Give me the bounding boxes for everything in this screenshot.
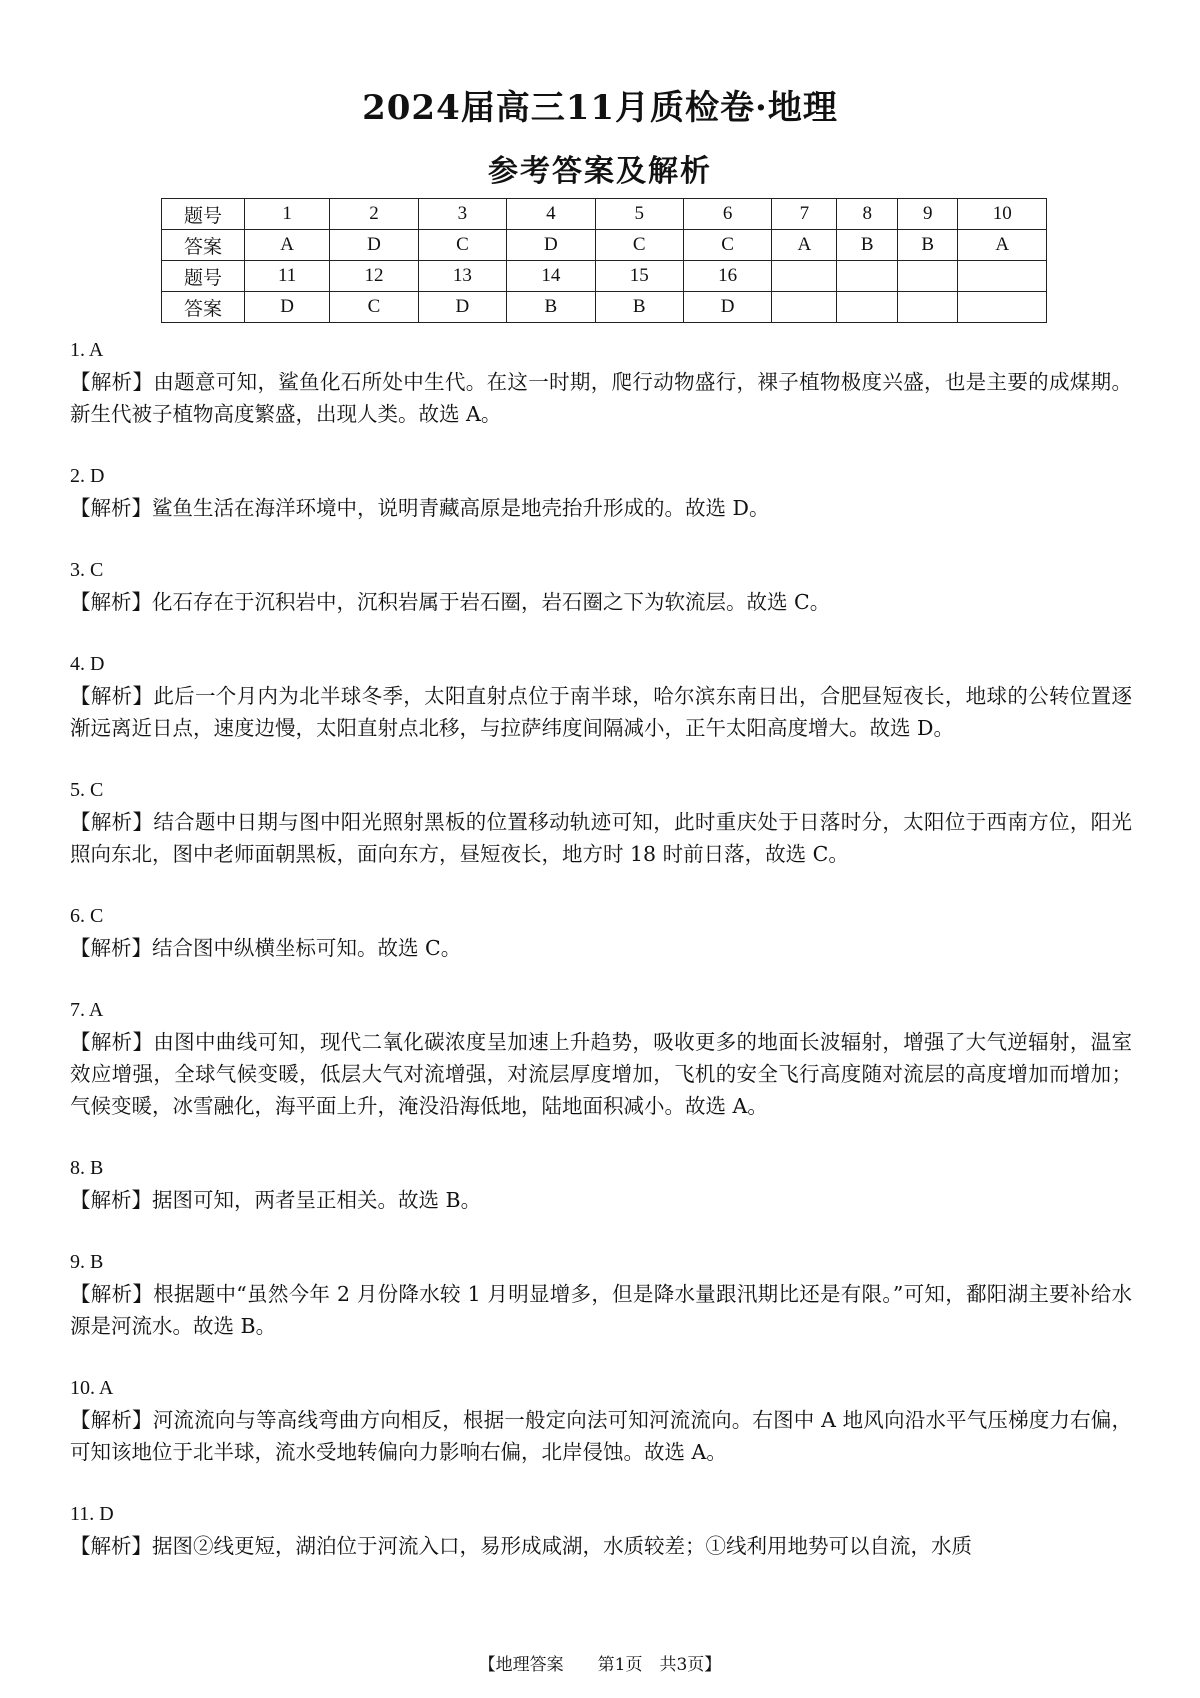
table-cell bbox=[772, 261, 837, 292]
table-cell: 2 bbox=[330, 199, 418, 230]
table-cell: 8 bbox=[837, 199, 898, 230]
table-cell: D bbox=[330, 230, 418, 261]
page-subtitle: 参考答案及解析 bbox=[488, 154, 712, 189]
table-cell: A bbox=[772, 230, 837, 261]
row-header: 题号 bbox=[162, 261, 245, 292]
table-cell bbox=[958, 261, 1047, 292]
table-cell: 6 bbox=[683, 199, 771, 230]
table-row bbox=[162, 292, 1047, 323]
table-cell: 5 bbox=[595, 199, 683, 230]
table-cell: 1 bbox=[245, 199, 330, 230]
table-cell bbox=[837, 292, 898, 323]
table-cell bbox=[772, 292, 837, 323]
question-answer: 4. D bbox=[70, 653, 105, 675]
answer-item bbox=[70, 1246, 1132, 1342]
explanation-text: 【解析】据图可知，两者呈正相关。故选 B。 bbox=[70, 1188, 482, 1212]
question-answer: 9. B bbox=[70, 1251, 104, 1273]
answer-item bbox=[70, 334, 1132, 430]
explanation-text: 【解析】河流流向与等高线弯曲方向相反，根据一般定向法可知河流流向。右图中 A 地风向沿水平气压梯度力右偏，可知该地位于北半球，流水受地转偏向力影响右偏，北岸侵蚀。故选 A。 bbox=[70, 1408, 1132, 1464]
answer-item bbox=[70, 554, 1132, 618]
table-cell: C bbox=[418, 230, 506, 261]
table-row bbox=[162, 199, 1047, 230]
table-cell: C bbox=[595, 230, 683, 261]
table-cell: 10 bbox=[958, 199, 1047, 230]
table-cell: 4 bbox=[507, 199, 595, 230]
row-header: 答案 bbox=[162, 230, 245, 261]
table-cell: 9 bbox=[897, 199, 958, 230]
table-cell: B bbox=[595, 292, 683, 323]
explanation-text: 【解析】由题意可知，鲨鱼化石所处中生代。在这一时期，爬行动物盛行，裸子植物极度兴盛，也是主要的成煤期。新生代被子植物高度繁盛，出现人类。故选 A。 bbox=[70, 370, 1132, 426]
table-cell: D bbox=[683, 292, 771, 323]
explanation-text: 【解析】由图中曲线可知，现代二氧化碳浓度呈加速上升趋势，吸收更多的地面长波辐射，增强了大气逆辐射，温室效应增强，全球气候变暖，低层大气对流增强，对流层厚度增加，飞机的安全飞行高度随对流层的高度增加而增加；气候变暖，冰雪融化，海平面上升，淹没沿海低地，陆地面积减小。故选 A。 bbox=[70, 1030, 1132, 1118]
question-answer: 5. C bbox=[70, 779, 104, 801]
explanation-text: 【解析】结合题中日期与图中阳光照射黑板的位置移动轨迹可知，此时重庆处于日落时分，太阳位于西南方位，阳光照向东北，图中老师面朝黑板，面向东方，昼短夜长，地方时 18 时前日落，故选 C。 bbox=[70, 810, 1132, 866]
table-cell: 7 bbox=[772, 199, 837, 230]
question-answer: 7. A bbox=[70, 999, 104, 1021]
answer-item bbox=[70, 648, 1132, 744]
question-answer: 3. C bbox=[70, 559, 104, 581]
question-answer: 8. B bbox=[70, 1157, 104, 1179]
question-answer: 2. D bbox=[70, 465, 105, 487]
question-answer: 10. A bbox=[70, 1377, 114, 1399]
table-cell: D bbox=[245, 292, 330, 323]
table-cell: 3 bbox=[418, 199, 506, 230]
answer-table bbox=[161, 198, 1047, 323]
table-cell: 16 bbox=[683, 261, 771, 292]
table-cell: 11 bbox=[245, 261, 330, 292]
table-cell: D bbox=[507, 230, 595, 261]
table-row bbox=[162, 230, 1047, 261]
answer-item bbox=[70, 460, 1132, 524]
table-cell: 12 bbox=[330, 261, 418, 292]
explanations bbox=[70, 334, 1132, 1592]
table-cell bbox=[837, 261, 898, 292]
row-header: 题号 bbox=[162, 199, 245, 230]
question-answer: 1. A bbox=[70, 339, 104, 361]
answer-item bbox=[70, 774, 1132, 870]
table-cell: A bbox=[958, 230, 1047, 261]
table-cell: C bbox=[330, 292, 418, 323]
explanation-text: 【解析】根据题中“虽然今年 2 月份降水较 1 月明显增多，但是降水量跟汛期比还是有限。”可知，鄱阳湖主要补给水源是河流水。故选 B。 bbox=[70, 1282, 1132, 1338]
answer-item bbox=[70, 994, 1132, 1122]
table-cell: 15 bbox=[595, 261, 683, 292]
table-cell: C bbox=[683, 230, 771, 261]
question-answer: 6. C bbox=[70, 905, 104, 927]
answer-item bbox=[70, 1152, 1132, 1216]
page-title: 2024届高三11月质检卷·地理 bbox=[362, 88, 838, 128]
answer-item bbox=[70, 1498, 1132, 1562]
table-cell: A bbox=[245, 230, 330, 261]
answer-item bbox=[70, 1372, 1132, 1468]
explanation-text: 【解析】此后一个月内为北半球冬季，太阳直射点位于南半球，哈尔滨东南日出，合肥昼短夜长，地球的公转位置逐渐远离近日点，速度边慢，太阳直射点北移，与拉萨纬度间隔减小，正午太阳高度增大。故选 D。 bbox=[70, 684, 1132, 740]
question-answer: 11. D bbox=[70, 1503, 114, 1525]
table-cell: B bbox=[897, 230, 958, 261]
table-cell: 14 bbox=[507, 261, 595, 292]
table-cell: B bbox=[507, 292, 595, 323]
row-header: 答案 bbox=[162, 292, 245, 323]
table-cell: B bbox=[837, 230, 898, 261]
table-cell bbox=[897, 292, 958, 323]
explanation-text: 【解析】结合图中纵横坐标可知。故选 C。 bbox=[70, 936, 462, 960]
table-row bbox=[162, 261, 1047, 292]
explanation-text: 【解析】据图②线更短，湖泊位于河流入口，易形成咸湖，水质较差；①线利用地势可以自流，水质 bbox=[70, 1534, 972, 1558]
table-cell: 13 bbox=[418, 261, 506, 292]
explanation-text: 【解析】化石存在于沉积岩中，沉积岩属于岩石圈，岩石圈之下为软流层。故选 C。 bbox=[70, 590, 831, 614]
table-cell bbox=[958, 292, 1047, 323]
table-cell bbox=[897, 261, 958, 292]
page-footer: 【地理答案 第1页 共3页】 bbox=[478, 1655, 722, 1675]
answer-item bbox=[70, 900, 1132, 964]
table-cell: D bbox=[418, 292, 506, 323]
explanation-text: 【解析】鲨鱼生活在海洋环境中，说明青藏高原是地壳抬升形成的。故选 D。 bbox=[70, 496, 770, 520]
